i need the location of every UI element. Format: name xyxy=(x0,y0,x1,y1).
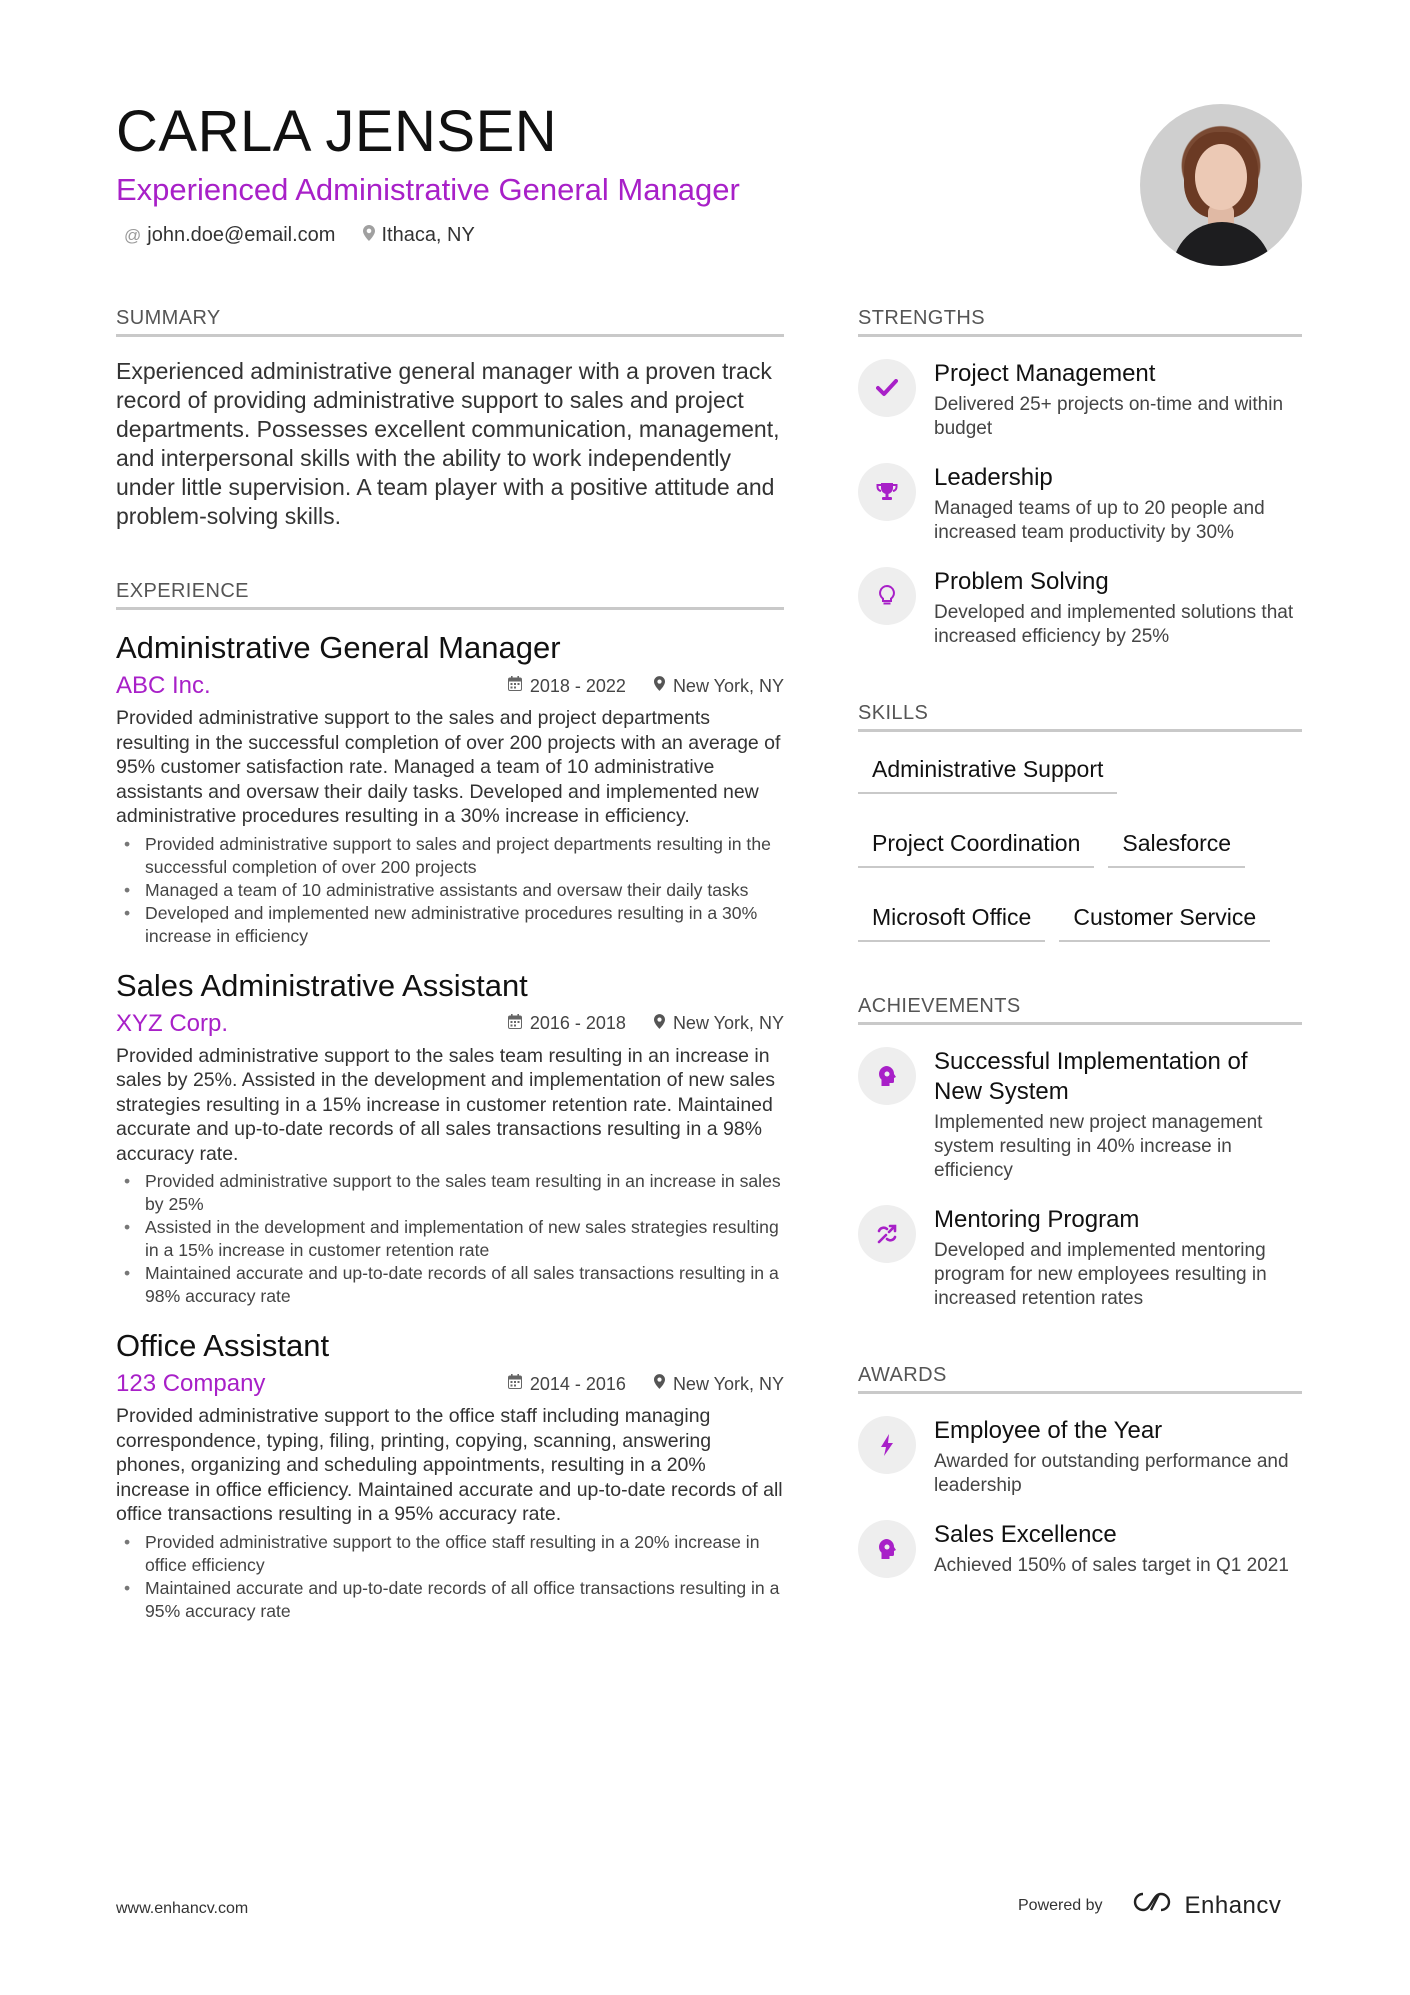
brand-name: Enhancv xyxy=(1184,1891,1282,1919)
achievement-desc: Developed and implemented mentoring program for new employees resulting in increased retention rates xyxy=(934,1240,1267,1309)
skill-tag: Microsoft Office xyxy=(858,896,1045,942)
job-location: New York, NY xyxy=(654,676,784,697)
job-bullets xyxy=(116,1531,784,1623)
location-pin-icon xyxy=(654,676,665,696)
job-location: New York, NY xyxy=(654,1013,784,1034)
location-pin-icon xyxy=(654,1014,665,1034)
calendar-icon xyxy=(508,1374,522,1394)
skills-heading: SKILLS xyxy=(858,701,1302,732)
candidate-name: CARLA JENSEN xyxy=(116,99,558,164)
achievement-item xyxy=(858,1205,1302,1311)
job-bullets xyxy=(116,1170,784,1308)
achievement-item xyxy=(858,1047,1302,1183)
skill-tag: Project Coordination xyxy=(858,822,1094,868)
contact-location xyxy=(363,224,474,247)
achievements-heading: ACHIEVEMENTS xyxy=(858,994,1302,1025)
bolt-icon xyxy=(858,1416,916,1474)
job-description: Provided administrative support to the sales team resulting in an increase in sales by 25%. Assisted in the development and implementation of new sales strategies resulting in a 15% increase in customer retention rate. Maintained accurate and up-to-date records of all sales transactions resulting in a 98% accuracy rate. xyxy=(116,1044,776,1165)
lightbulb-icon xyxy=(858,567,916,625)
job-title: Office Assistant xyxy=(116,1328,330,1363)
award-title: Employee of the Year xyxy=(934,1417,1163,1444)
job-entry xyxy=(116,1326,784,1623)
achievements-section xyxy=(858,994,1302,1311)
job-meta xyxy=(116,1008,784,1040)
strength-title: Leadership xyxy=(934,464,1053,491)
job-entry xyxy=(116,628,784,948)
at-icon: @ xyxy=(124,225,142,245)
strength-desc: Delivered 25+ projects on-time and within budget xyxy=(934,394,1284,439)
award-item xyxy=(858,1520,1302,1578)
job-dates: 2018 - 2022 xyxy=(508,676,626,697)
profile-photo xyxy=(1140,104,1302,266)
right-column xyxy=(858,306,1302,1630)
experience-heading: EXPERIENCE xyxy=(116,579,784,610)
location-pin-icon xyxy=(363,225,375,246)
check-icon xyxy=(858,359,916,417)
achievement-desc: Implemented new project management system resulting in 40% increase in efficiency xyxy=(934,1112,1263,1181)
trophy-icon xyxy=(858,463,916,521)
list-item: • Provided administrative support to the office staff resulting in a 20% increase in office efficiency xyxy=(124,1531,760,1575)
job-entry xyxy=(116,966,784,1309)
award-desc: Achieved 150% of sales target in Q1 2021 xyxy=(934,1555,1289,1576)
skills-section xyxy=(858,701,1302,942)
list-item: • Managed a team of 10 administrative assistants and oversaw their daily tasks xyxy=(124,879,749,900)
enhancv-logo[interactable] xyxy=(1129,1890,1282,1921)
job-meta xyxy=(116,670,784,702)
footer-website[interactable]: www.enhancv.com xyxy=(116,1900,249,1917)
awards-section xyxy=(858,1363,1302,1578)
award-desc: Awarded for outstanding performance and leadership xyxy=(934,1451,1289,1496)
job-description: Provided administrative support to the office staff including managing correspondence, typing, filing, printing, copying, scanning, answering phones, organizing and scheduling appointments, resulting in a 20% increase in office efficiency. Maintained accurate and up-to-date records of all office transactions resulting in a 95% accuracy rate. xyxy=(116,1405,783,1525)
awards-heading: AWARDS xyxy=(858,1363,1302,1394)
achievement-title: Successful Implementation of New System xyxy=(934,1048,1248,1105)
strength-item xyxy=(858,567,1302,649)
strength-item xyxy=(858,359,1302,441)
skills-list xyxy=(858,748,1302,942)
strengths-section xyxy=(858,306,1302,649)
powered-by-text: Powered by xyxy=(1018,1896,1103,1914)
location-text: Ithaca, NY xyxy=(381,224,475,246)
experience-section xyxy=(116,579,784,1623)
calendar-icon xyxy=(508,676,522,696)
award-title: Sales Excellence xyxy=(934,1521,1117,1548)
job-title: Administrative General Manager xyxy=(116,630,561,665)
strength-title: Problem Solving xyxy=(934,568,1109,595)
list-item: • Maintained accurate and up-to-date records of all office transactions resulting in a 95% accuracy rate xyxy=(124,1577,780,1621)
job-bullets xyxy=(116,833,784,948)
skill-tag: Salesforce xyxy=(1108,822,1245,868)
achievement-title: Mentoring Program xyxy=(934,1206,1140,1233)
job-dates: 2016 - 2018 xyxy=(508,1013,626,1034)
job-description: Provided administrative support to the sales and project departments resulting in the successful completion of over 200 projects with an average of 95% customer satisfaction rate. Managed a team of 10 administrative assistants and oversaw their daily tasks. Developed and implemented new administrative procedures resulting in a 30% increase in efficiency. xyxy=(116,707,781,827)
skill-tag: Customer Service xyxy=(1059,896,1270,942)
candidate-headline: Experienced Administrative General Manager xyxy=(116,172,740,207)
contact-row xyxy=(116,224,1116,247)
arrows-icon xyxy=(858,1205,916,1263)
email-text: john.doe@email.com xyxy=(147,224,336,246)
job-meta xyxy=(116,1368,784,1400)
location-pin-icon xyxy=(654,1374,665,1394)
head-gear-icon xyxy=(858,1047,916,1105)
summary-heading: SUMMARY xyxy=(116,306,784,337)
strength-item xyxy=(858,463,1302,545)
company-name: XYZ Corp. xyxy=(116,1009,229,1037)
strength-desc: Managed teams of up to 20 people and increased team productivity by 30% xyxy=(934,498,1265,543)
strengths-heading: STRENGTHS xyxy=(858,306,1302,337)
head-gear-icon xyxy=(858,1520,916,1578)
job-dates: 2014 - 2016 xyxy=(508,1374,626,1395)
contact-email[interactable] xyxy=(124,224,335,247)
strength-title: Project Management xyxy=(934,360,1156,387)
footer-powered xyxy=(1018,1890,1281,1921)
company-name: ABC Inc. xyxy=(116,672,211,699)
calendar-icon xyxy=(508,1014,522,1034)
summary-text: Experienced administrative general manager with a proven track record of providing administrative support to sales and project departments. Possesses excellent communication, management, and interpersonal skills with the ability to work independently under little supervision. A team player with a positive attitude and problem-solving skills. xyxy=(116,358,780,529)
award-item xyxy=(858,1416,1302,1498)
job-location: New York, NY xyxy=(654,1374,784,1395)
list-item: • Provided administrative support to the sales team resulting in an increase in sales by 25% xyxy=(124,1171,781,1214)
job-title: Sales Administrative Assistant xyxy=(116,967,528,1003)
left-column xyxy=(116,306,784,1623)
company-name: 123 Company xyxy=(116,1370,266,1397)
list-item: • Assisted in the development and implementation of new sales strategies resulting in a 15% increase in customer retention rate xyxy=(124,1217,779,1260)
list-item: • Developed and implemented new administrative procedures resulting in a 30% increase in efficiency xyxy=(124,902,758,946)
enhancv-mark-icon xyxy=(1129,1890,1175,1921)
resume-header xyxy=(116,96,1116,247)
list-item: • Provided administrative support to sales and project departments resulting in the successful completion of over 200 projects xyxy=(124,833,771,877)
skill-tag: Administrative Support xyxy=(858,748,1117,794)
strength-desc: Developed and implemented solutions that increased efficiency by 25% xyxy=(934,602,1294,647)
list-item: • Maintained accurate and up-to-date records of all sales transactions resulting in a 98% accuracy rate xyxy=(124,1263,779,1306)
